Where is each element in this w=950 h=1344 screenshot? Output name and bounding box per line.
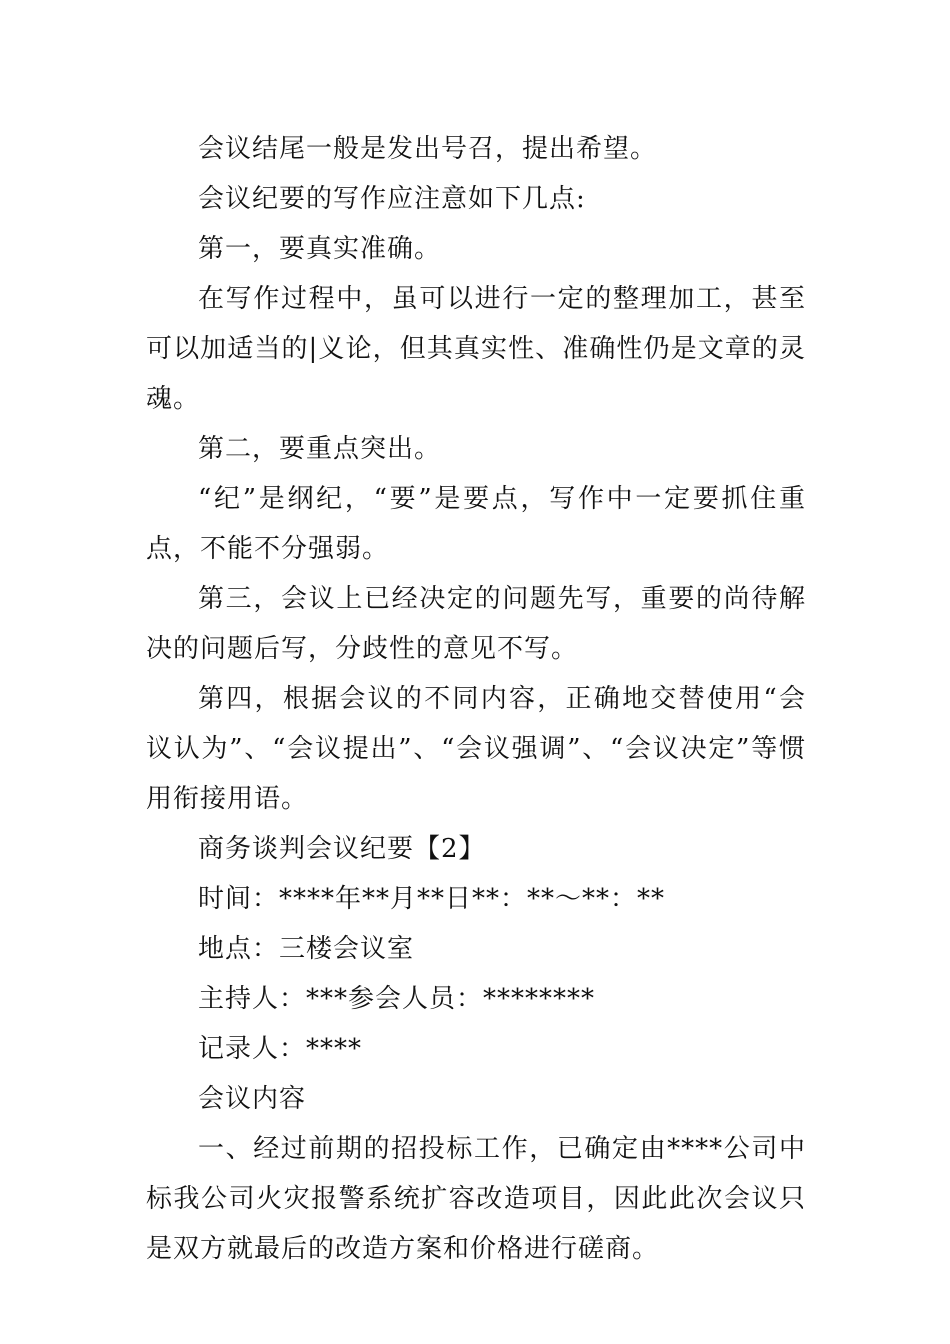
document-body [146,124,806,1274]
paragraph-point-one-body: 在写作过程中，虽可以进行一定的整理加工，甚至可以加适当的|义论，但其真实性、准确性仍是文章的灵魂。 [146,284,806,414]
section-title-minutes-2: 商务谈判会议纪要【2】 [198,834,486,864]
paragraph-point-one-heading: 第一，要真实准确。 [198,234,442,264]
paragraph-point-four: 第四，根据会议的不同内容，正确地交替使用“会议认为”、“会议提出”、“会议强调”、“会议决定”等惯用衔接用语。 [146,684,806,814]
paragraph-point-two-body: “纪”是纲纪，“要”是要点，写作中一定要抓住重点，不能不分强弱。 [146,484,806,564]
paragraph-point-two-heading: 第二，要重点突出。 [198,434,442,464]
meeting-content-heading: 会议内容 [198,1084,307,1114]
paragraph-writing-notes-intro: 会议纪要的写作应注意如下几点: [198,184,586,214]
meeting-time: 时间：****年**月**日**：**～**：** [198,884,666,914]
meeting-host-attendees: 主持人：***参会人员：******** [198,984,596,1014]
meeting-location: 地点：三楼会议室 [198,934,415,964]
paragraph-point-three: 第三，会议上已经决定的问题先写，重要的尚待解决的问题后写，分歧性的意见不写。 [146,584,806,664]
meeting-content-item-1: 一、经过前期的招投标工作，已确定由****公司中标我公司火灾报警系统扩容改造项目，因此此次会议只是双方就最后的改造方案和价格进行磋商。 [146,1134,806,1264]
paragraph-meeting-ending: 会议结尾一般是发出号召，提出希望。 [198,134,658,164]
meeting-recorder: 记录人：**** [198,1034,363,1064]
